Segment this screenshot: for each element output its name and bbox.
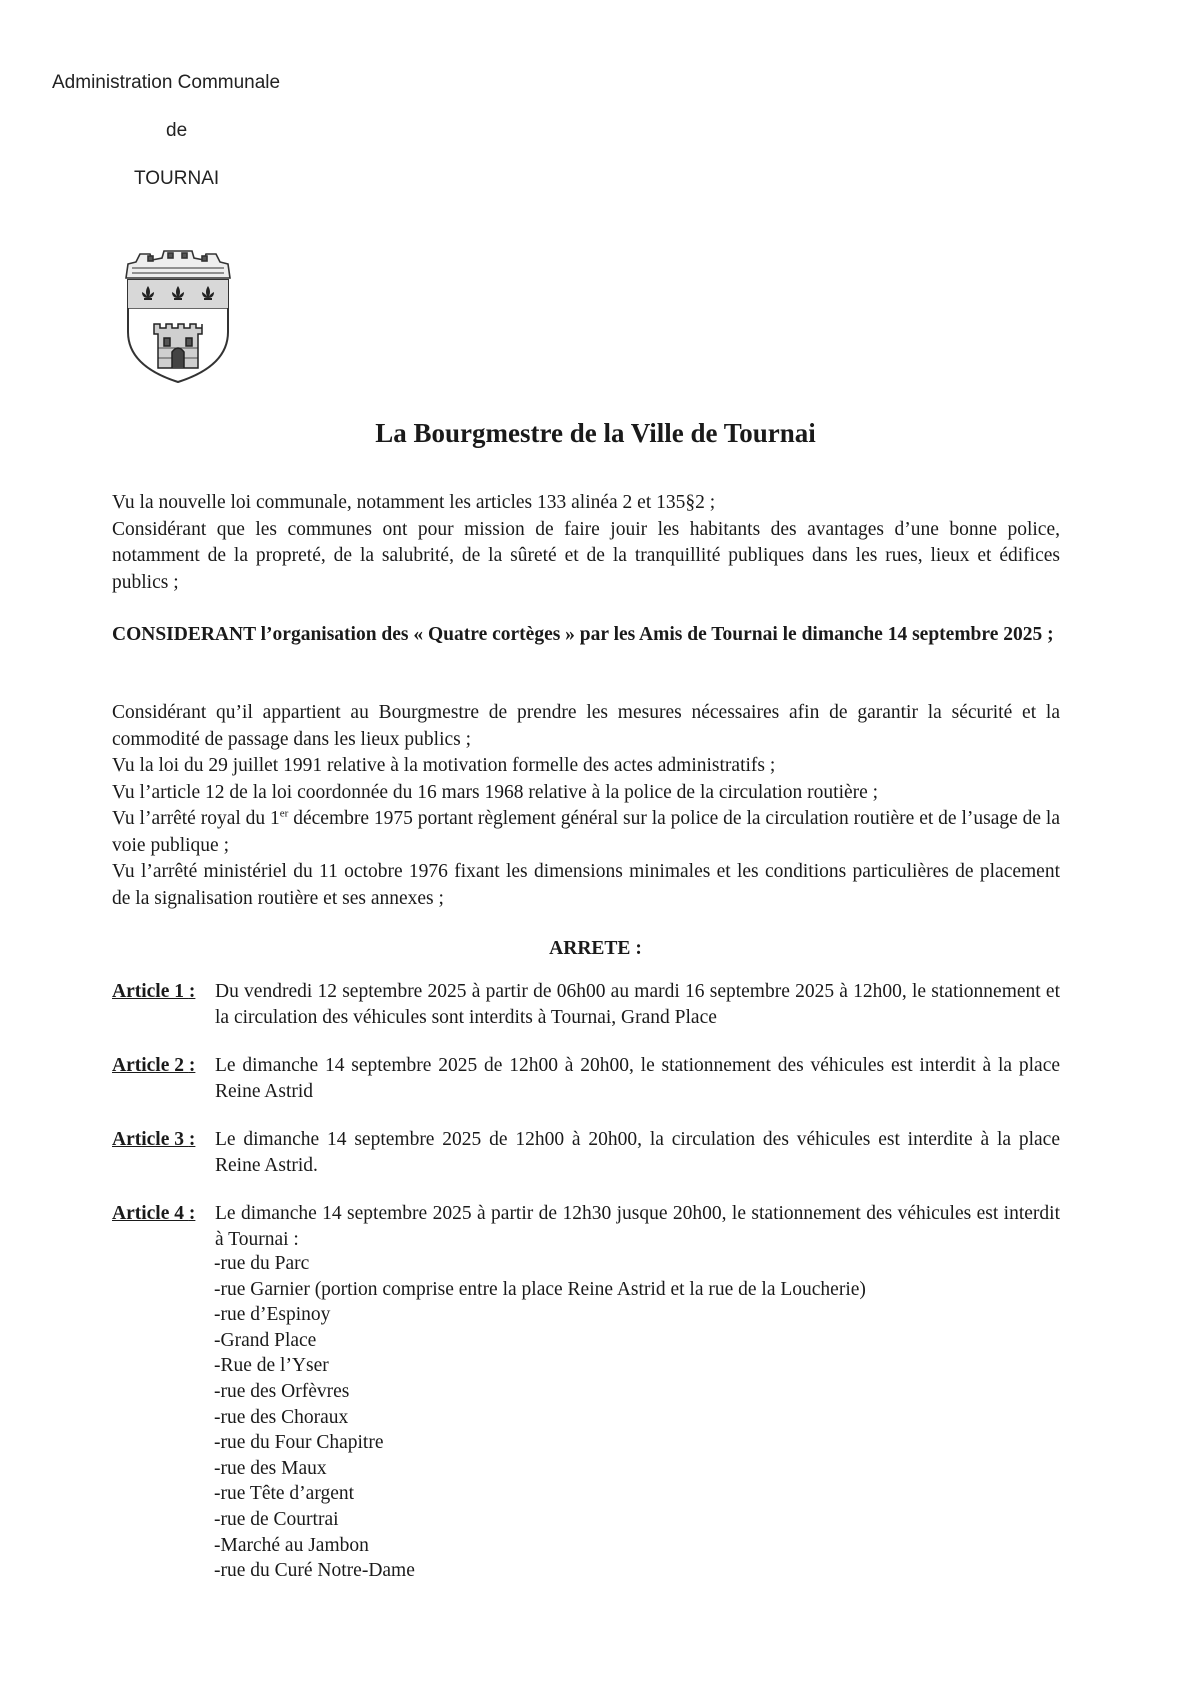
page-title: La Bourgmestre de la Ville de Tournai: [375, 418, 816, 448]
article-4-text: Le dimanche 14 septembre 2025 à partir de 12h30 jusque 20h00, le stationnement des véhicules est interdit à Tournai :: [215, 1203, 1060, 1250]
article-1-label: Article 1 :: [112, 981, 196, 1002]
preamble-arrete-ministeriel: Vu l’arrêté ministériel du 11 octobre 1976 fixant les dimensions minimales et les conditions particulières de placement de la signalisation routière et ses annexes ;: [112, 861, 1060, 909]
header-tournai: TOURNAI: [134, 168, 220, 189]
list-item: -rue des Choraux: [214, 1406, 349, 1428]
list-item: -rue Garnier (portion comprise entre la place Reine Astrid et la rue de la Loucherie): [214, 1278, 866, 1300]
preamble-considerant-communes: Considérant que les communes ont pour mission de faire jouir les habitants des avantages d’une bonne police, notamment de la propreté, de la salubrité, de la sûreté et de la tranquillité publiques dans les rues, lieux et édifices publics ;: [112, 518, 1060, 593]
list-item: -rue des Maux: [214, 1457, 327, 1479]
article-2-text: Le dimanche 14 septembre 2025 de 12h00 à 20h00, le stationnement des véhicules est interdit à la place Reine Astrid: [215, 1055, 1060, 1102]
preamble-article-12: Vu l’article 12 de la loi coordonnée du 16 mars 1968 relative à la police de la circulation routière ;: [112, 781, 879, 803]
list-item: -rue du Curé Notre-Dame: [214, 1560, 415, 1582]
preamble-block-2: [112, 700, 1060, 912]
article-3: [112, 1127, 1060, 1178]
article-1-text: Du vendredi 12 septembre 2025 à partir de 06h00 au mardi 16 septembre 2025 à 12h00, le stationnement et la circulation des véhicules sont interdits à Tournai, Grand Place: [215, 981, 1060, 1028]
article-2-label: Article 2 :: [112, 1055, 196, 1076]
article-4-label: Article 4 :: [112, 1203, 196, 1224]
list-item: -rue des Orfèvres: [214, 1380, 350, 1402]
article-2: [112, 1053, 1060, 1104]
preamble-loi-communale: Vu la nouvelle loi communale, notamment les articles 133 alinéa 2 et 135§2 ;: [112, 492, 716, 513]
list-item: -rue du Four Chapitre: [214, 1432, 384, 1454]
preamble-considerant-bourgmestre: Considérant qu’il appartient au Bourgmestre de prendre les mesures nécessaires afin de garantir la sécurité et la commodité de passage dans les lieux publics ;: [112, 702, 1060, 750]
list-item: -rue d’Espinoy: [214, 1304, 331, 1326]
preamble-loi-1991: Vu la loi du 29 juillet 1991 relative à la motivation formelle des actes administratifs ;: [112, 755, 776, 776]
header-de: de: [166, 120, 188, 141]
list-item: -rue du Parc: [214, 1253, 310, 1274]
list-item: -rue de Courtrai: [214, 1508, 339, 1530]
arrete-heading: ARRETE :: [549, 938, 642, 959]
list-item: -Grand Place: [214, 1329, 317, 1351]
article-3-text: Le dimanche 14 septembre 2025 de 12h00 à 20h00, la circulation des véhicules est interdite à la place Reine Astrid.: [215, 1129, 1060, 1176]
preamble-arrete-royal: Vu l’arrêté royal du 1er décembre 1975 portant règlement général sur la police de la circulation routière et de l’usage de la voie publique ;: [112, 807, 1060, 856]
list-item: -rue Tête d’argent: [214, 1483, 355, 1505]
header-administration: Administration Communale: [52, 72, 281, 93]
list-item: -Rue de l’Yser: [214, 1355, 329, 1377]
street-list: [214, 1251, 1014, 1584]
list-item: -Marché au Jambon: [214, 1534, 369, 1556]
article-1: [112, 979, 1060, 1030]
tournai-coat-of-arms-icon: [118, 248, 238, 386]
preamble-block-1: [112, 490, 1060, 596]
considerant-organisation: CONSIDERANT l’organisation des « Quatre cortèges » par les Amis de Tournai le dimanche 14 septembre 2025 ;: [112, 624, 1054, 645]
article-4: [112, 1201, 1060, 1252]
article-3-label: Article 3 :: [112, 1129, 196, 1150]
